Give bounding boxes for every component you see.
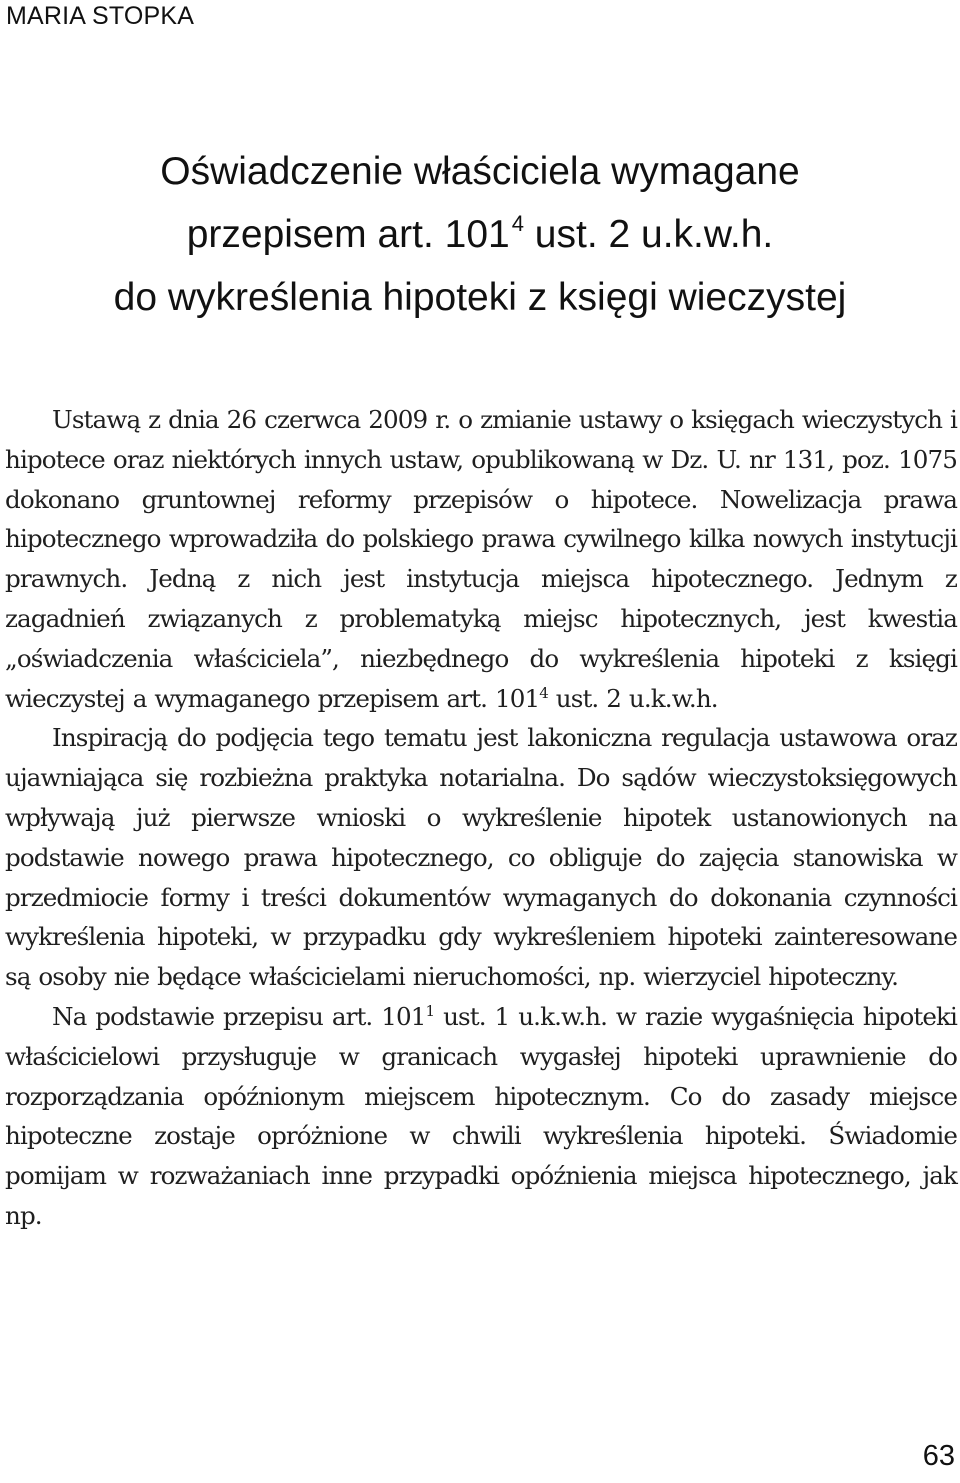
paragraph-3 [5, 997, 957, 1236]
paragraph-3-text: ust. 1 u.k.w.h. w razie wygaśnięcia hipoteki właścicielowi przysługuje w granicach wygasłej hipoteki uprawnienie do rozporządzania opóźnionym miejscem hipotecznym. Co do zasady miejsce hipoteczne zostaje opróżnione w chwili wykreślenia hipoteki. Świadomie pomijam w rozważaniach inne przypadki opóźnienia miejsca hipotecznego, jak np. [5, 1001, 957, 1230]
title-line-2-prefix: przepisem art. 101 [186, 213, 510, 256]
paragraph-2: Inspiracją do podjęcia tego tematu jest lakoniczna regulacja ustawowa oraz ujawniająca się rozbieżna praktyka notarialna. Do sądów wieczystoksięgowych wpływają już pierwsze wnioski o wykreślenie hipotek ustanowionych na podstawie nowego prawa hipotecznego, co obliguje do zajęcia stanowiska w przedmiocie formy i treści dokumentów wymaganych do dokonania czynności wykreślenia hipoteki, w przypadku gdy wykreśleniem hipoteki zainteresowane są osoby nie będące właścicielami nieruchomości, np. wierzyciel hipoteczny. [5, 723, 957, 992]
paragraph-3-superscript: 1 [425, 1001, 435, 1020]
article-title [0, 140, 960, 329]
paragraph-1-end: ust. 2 u.k.w.h. [547, 683, 718, 713]
title-line-2-suffix: ust. 2 u.k.w.h. [523, 213, 774, 256]
title-superscript: 4 [511, 211, 524, 236]
running-header-author: MARIA STOPKA [6, 2, 195, 30]
title-line-2 [0, 203, 960, 266]
title-line-3: do wykreślenia hipoteki z księgi wieczystej [113, 276, 847, 319]
article-body [5, 400, 957, 1236]
title-line-1: Oświadczenie właściciela wymagane [160, 150, 800, 193]
paragraph-1-text: Ustawą z dnia 26 czerwca 2009 r. o zmianie ustawy o księgach wieczystych i hipotece oraz niektórych innych ustaw, opublikowaną w Dz. U. nr 131, poz. 1075 dokonano gruntownej reformy przepisów o hipotece. Nowelizacja prawa hipotecznego wprowadziła do polskiego prawa cywilnego kilka nowych instytucji prawnych. Jedną z nich jest instytucja miejsca hipotecznego. Jednym z zagadnień związanych z problematyką miejsc hipotecznych, jest kwestia „oświadczenia właściciela”, niezbędnego do wykreślenia hipoteki z księgi wieczystej a wymaganego przepisem art. 101 [5, 405, 957, 713]
paragraph-1 [5, 400, 957, 718]
page-number: 63 [922, 1440, 955, 1472]
paragraph-1-superscript: 4 [539, 683, 548, 702]
paragraph-3-start: Na podstawie przepisu art. 101 [52, 1001, 426, 1031]
